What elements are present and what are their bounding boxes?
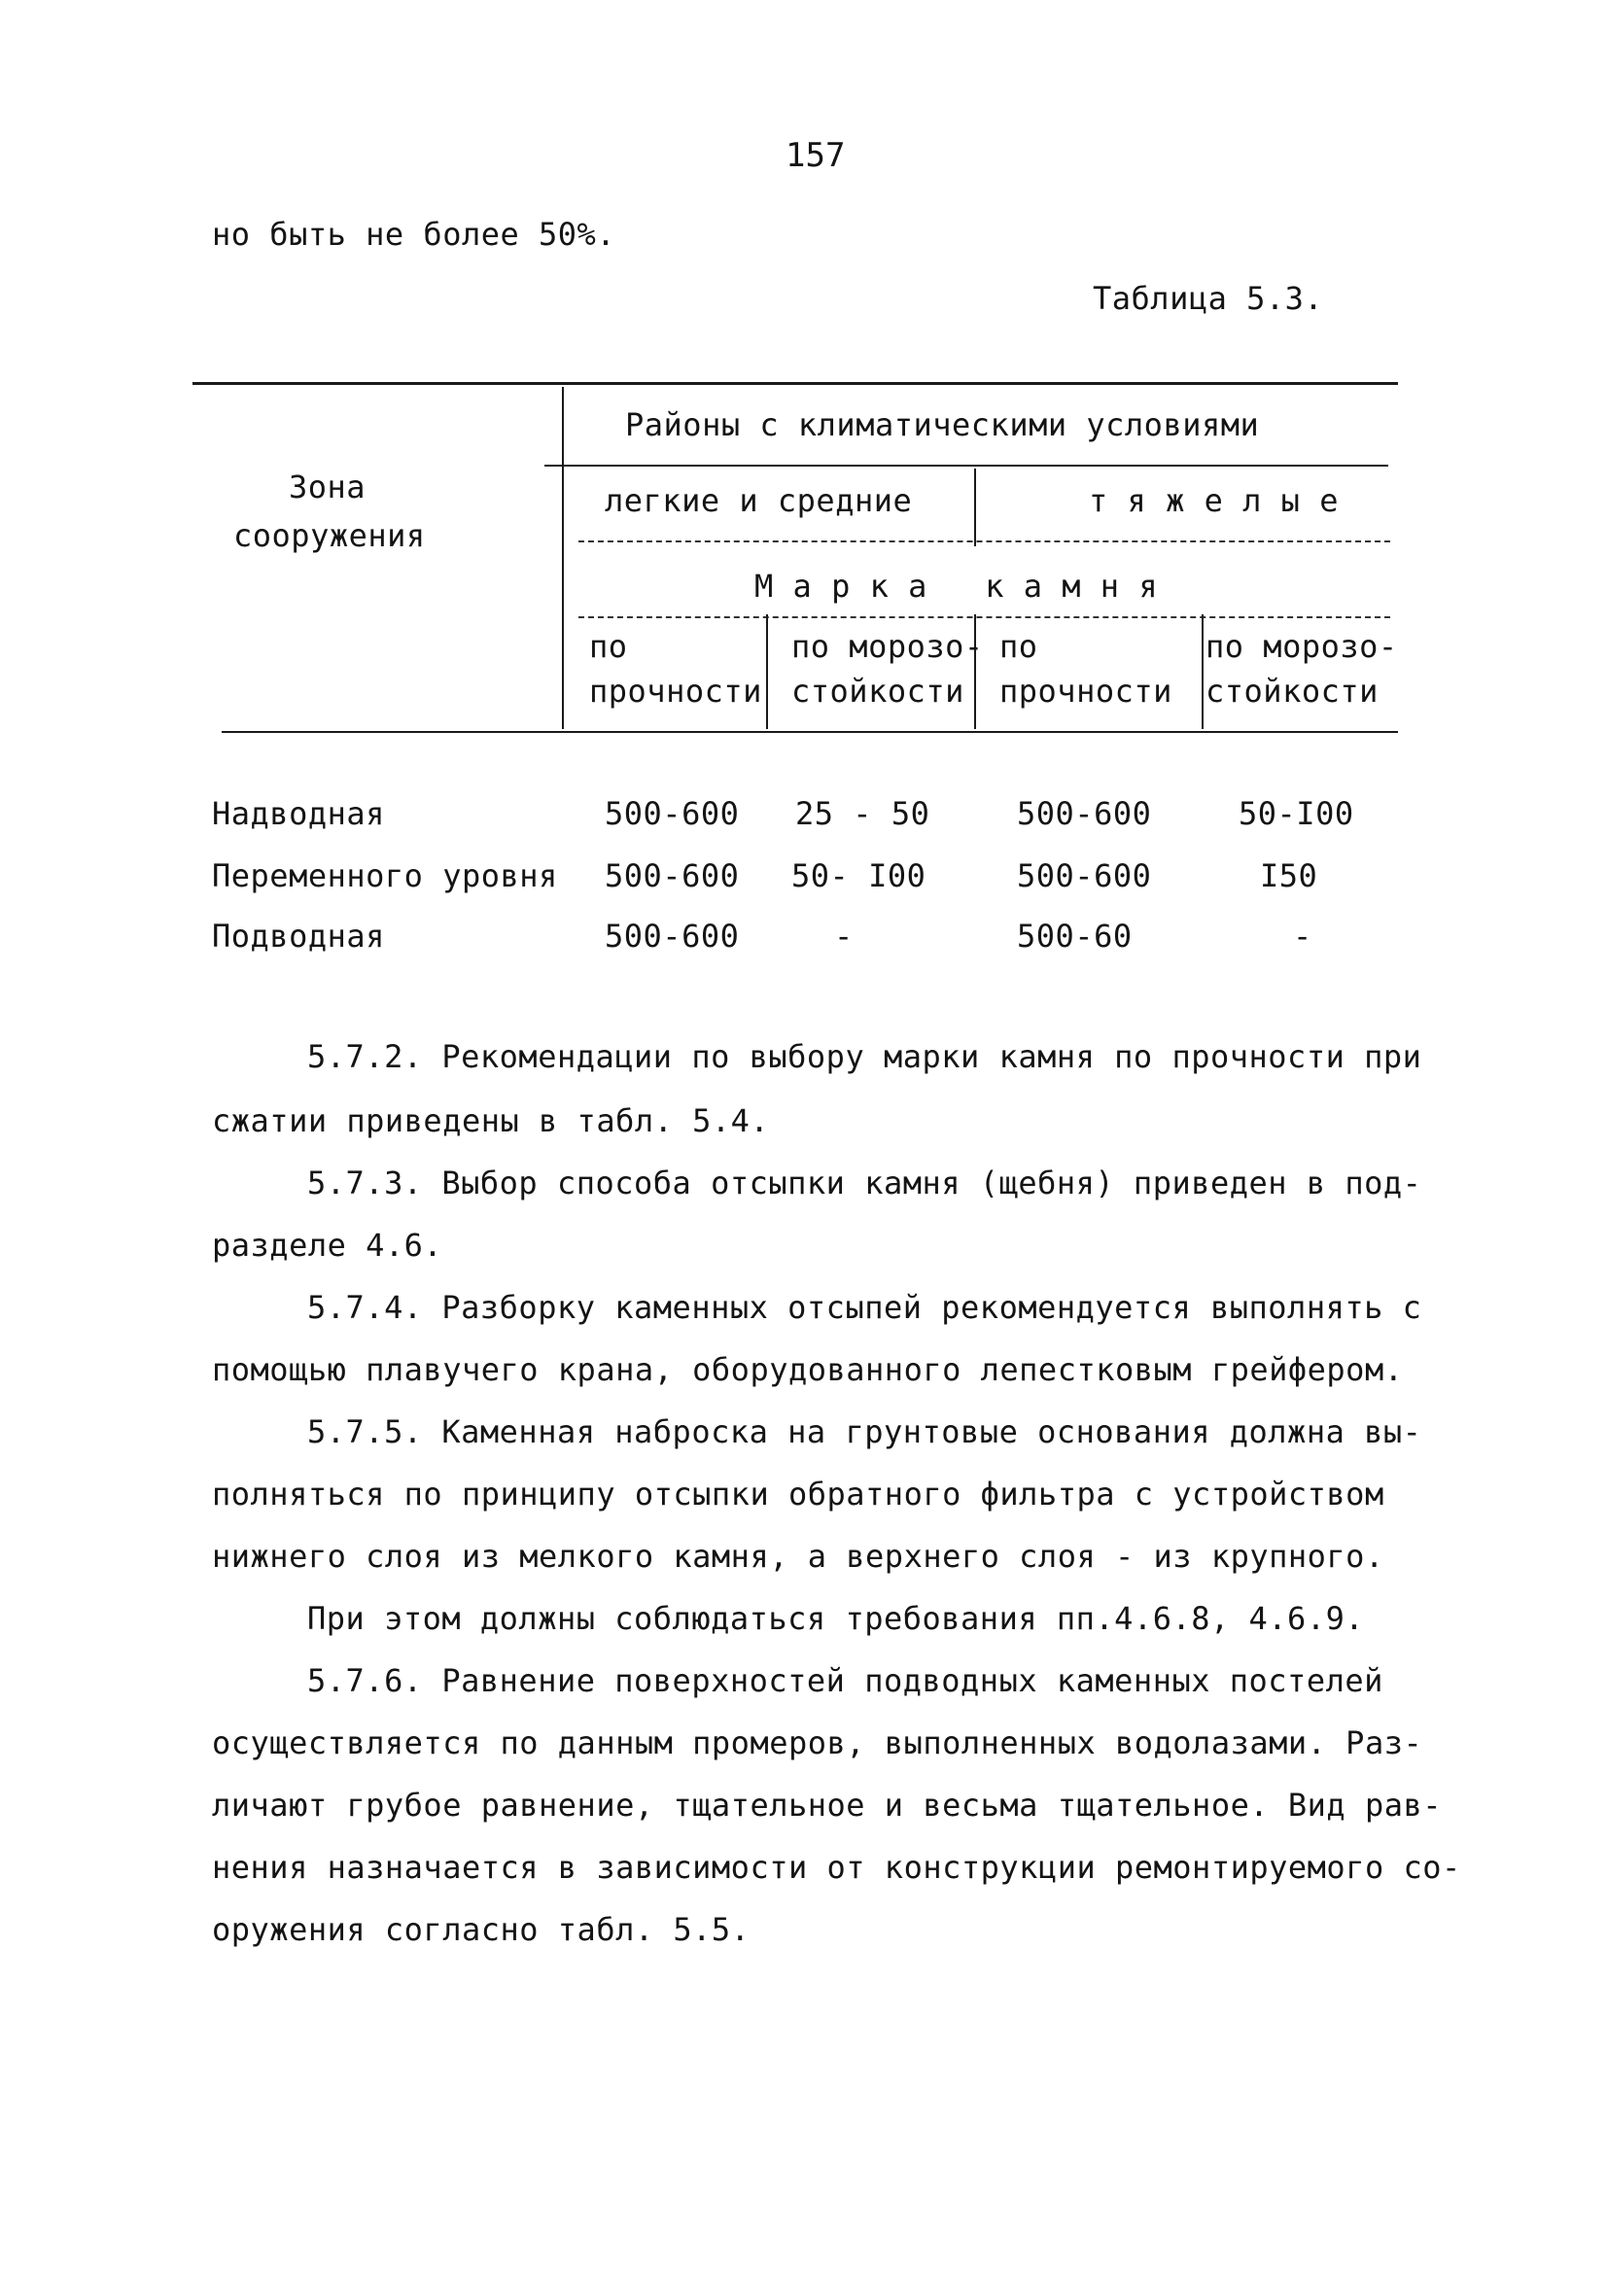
stone-grade-header: М а р к а к а м н я (754, 568, 1159, 605)
paragraph-5-7-5-line-3: нижнего слоя из мелкого камня, а верхнего слоя - из крупного. (212, 1538, 1384, 1575)
subcol-2-line-1: по морозо- (791, 628, 984, 665)
page-number: 157 (786, 136, 846, 175)
region-names-rule (578, 540, 1390, 542)
table-caption: Таблица 5.3. (1093, 280, 1324, 317)
row-value: 50- I00 (791, 857, 926, 894)
regions-header: Районы с климатическими условиями (625, 406, 1260, 443)
row-value: 500-600 (605, 795, 740, 832)
row-value: 500-600 (605, 918, 740, 955)
row-value: - (834, 918, 854, 955)
paragraph-5-7-6-line-2: осуществляется по данным промеров, выполненных водолазами. Раз- (212, 1724, 1423, 1761)
subcol-1-line-1: по (589, 628, 628, 665)
paragraph-5-7-6-line-4: нения назначается в зависимости от конструкции ремонтируемого со- (212, 1849, 1461, 1886)
paragraph-5-7-2-line-2: сжатии приведены в табл. 5.4. (212, 1102, 770, 1139)
region-light: легкие и средние (605, 482, 913, 519)
paragraph-5-7-4-line-2: помощью плавучего крана, оборудованного лепестковым грейфером. (212, 1351, 1404, 1388)
intro-line: но быть не более 50%. (212, 216, 616, 253)
row-zone: Надводная (212, 795, 385, 832)
row-value: 25 - 50 (795, 795, 930, 832)
stone-grade-rule (578, 616, 1390, 618)
paragraph-5-7-6-line-1: 5.7.6. Равнение поверхностей подводных каменных постелей (307, 1662, 1383, 1699)
table-top-rule (192, 382, 1398, 385)
row-value: I50 (1260, 857, 1318, 894)
paragraph-5-7-6-line-3: личают грубое равнение, тщательное и весьма тщательное. Вид рав- (212, 1787, 1442, 1824)
subcol-4-line-2: стойкости (1205, 673, 1379, 710)
row-value: - (1293, 918, 1312, 955)
subcol-4-line-1: по морозо- (1205, 628, 1398, 665)
regions-header-rule (544, 465, 1388, 467)
row-value: 50-I00 (1239, 795, 1354, 832)
table-header-bottom-rule (222, 731, 1398, 733)
paragraph-5-7-4-line-1: 5.7.4. Разборку каменных отсыпей рекомендуется выполнять с (307, 1289, 1422, 1326)
subcol-divider-1 (766, 614, 768, 729)
subcol-2-line-2: стойкости (791, 673, 964, 710)
row-value: 500-600 (1017, 857, 1152, 894)
row-value: 500-60 (1017, 918, 1133, 955)
paragraph-requirements: При этом должны соблюдаться требования пп.4.6.8, 4.6.9. (307, 1600, 1365, 1637)
paragraph-5-7-3-line-2: разделе 4.6. (212, 1227, 443, 1264)
paragraph-5-7-5-line-1: 5.7.5. Каменная наброска на грунтовые основания должна вы- (307, 1413, 1422, 1450)
paragraph-5-7-2-line-1: 5.7.2. Рекомендации по выбору марки камня по прочности при (307, 1038, 1422, 1075)
zone-header-line-2: сооружения (233, 517, 426, 554)
subcol-3-line-2: прочности (999, 673, 1172, 710)
row-value: 500-600 (605, 857, 740, 894)
paragraph-5-7-3-line-1: 5.7.3. Выбор способа отсыпки камня (щебня) приведен в под- (307, 1165, 1422, 1201)
subcol-1-line-2: прочности (589, 673, 762, 710)
row-zone: Переменного уровня (212, 857, 558, 894)
row-zone: Подводная (212, 918, 385, 955)
row-value: 500-600 (1017, 795, 1152, 832)
paragraph-5-7-5-line-2: полняться по принципу отсыпки обратного фильтра с устройством (212, 1476, 1384, 1513)
zone-header-line-1: Зона (289, 469, 367, 505)
region-heavy: т я ж е л ы е (1089, 482, 1339, 519)
subcol-3-line-1: по (999, 628, 1038, 665)
table-zone-separator (562, 387, 564, 729)
subcol-divider-3 (1202, 614, 1204, 729)
regions-divider (974, 469, 976, 546)
paragraph-5-7-6-line-5: оружения согласно табл. 5.5. (212, 1911, 751, 1948)
